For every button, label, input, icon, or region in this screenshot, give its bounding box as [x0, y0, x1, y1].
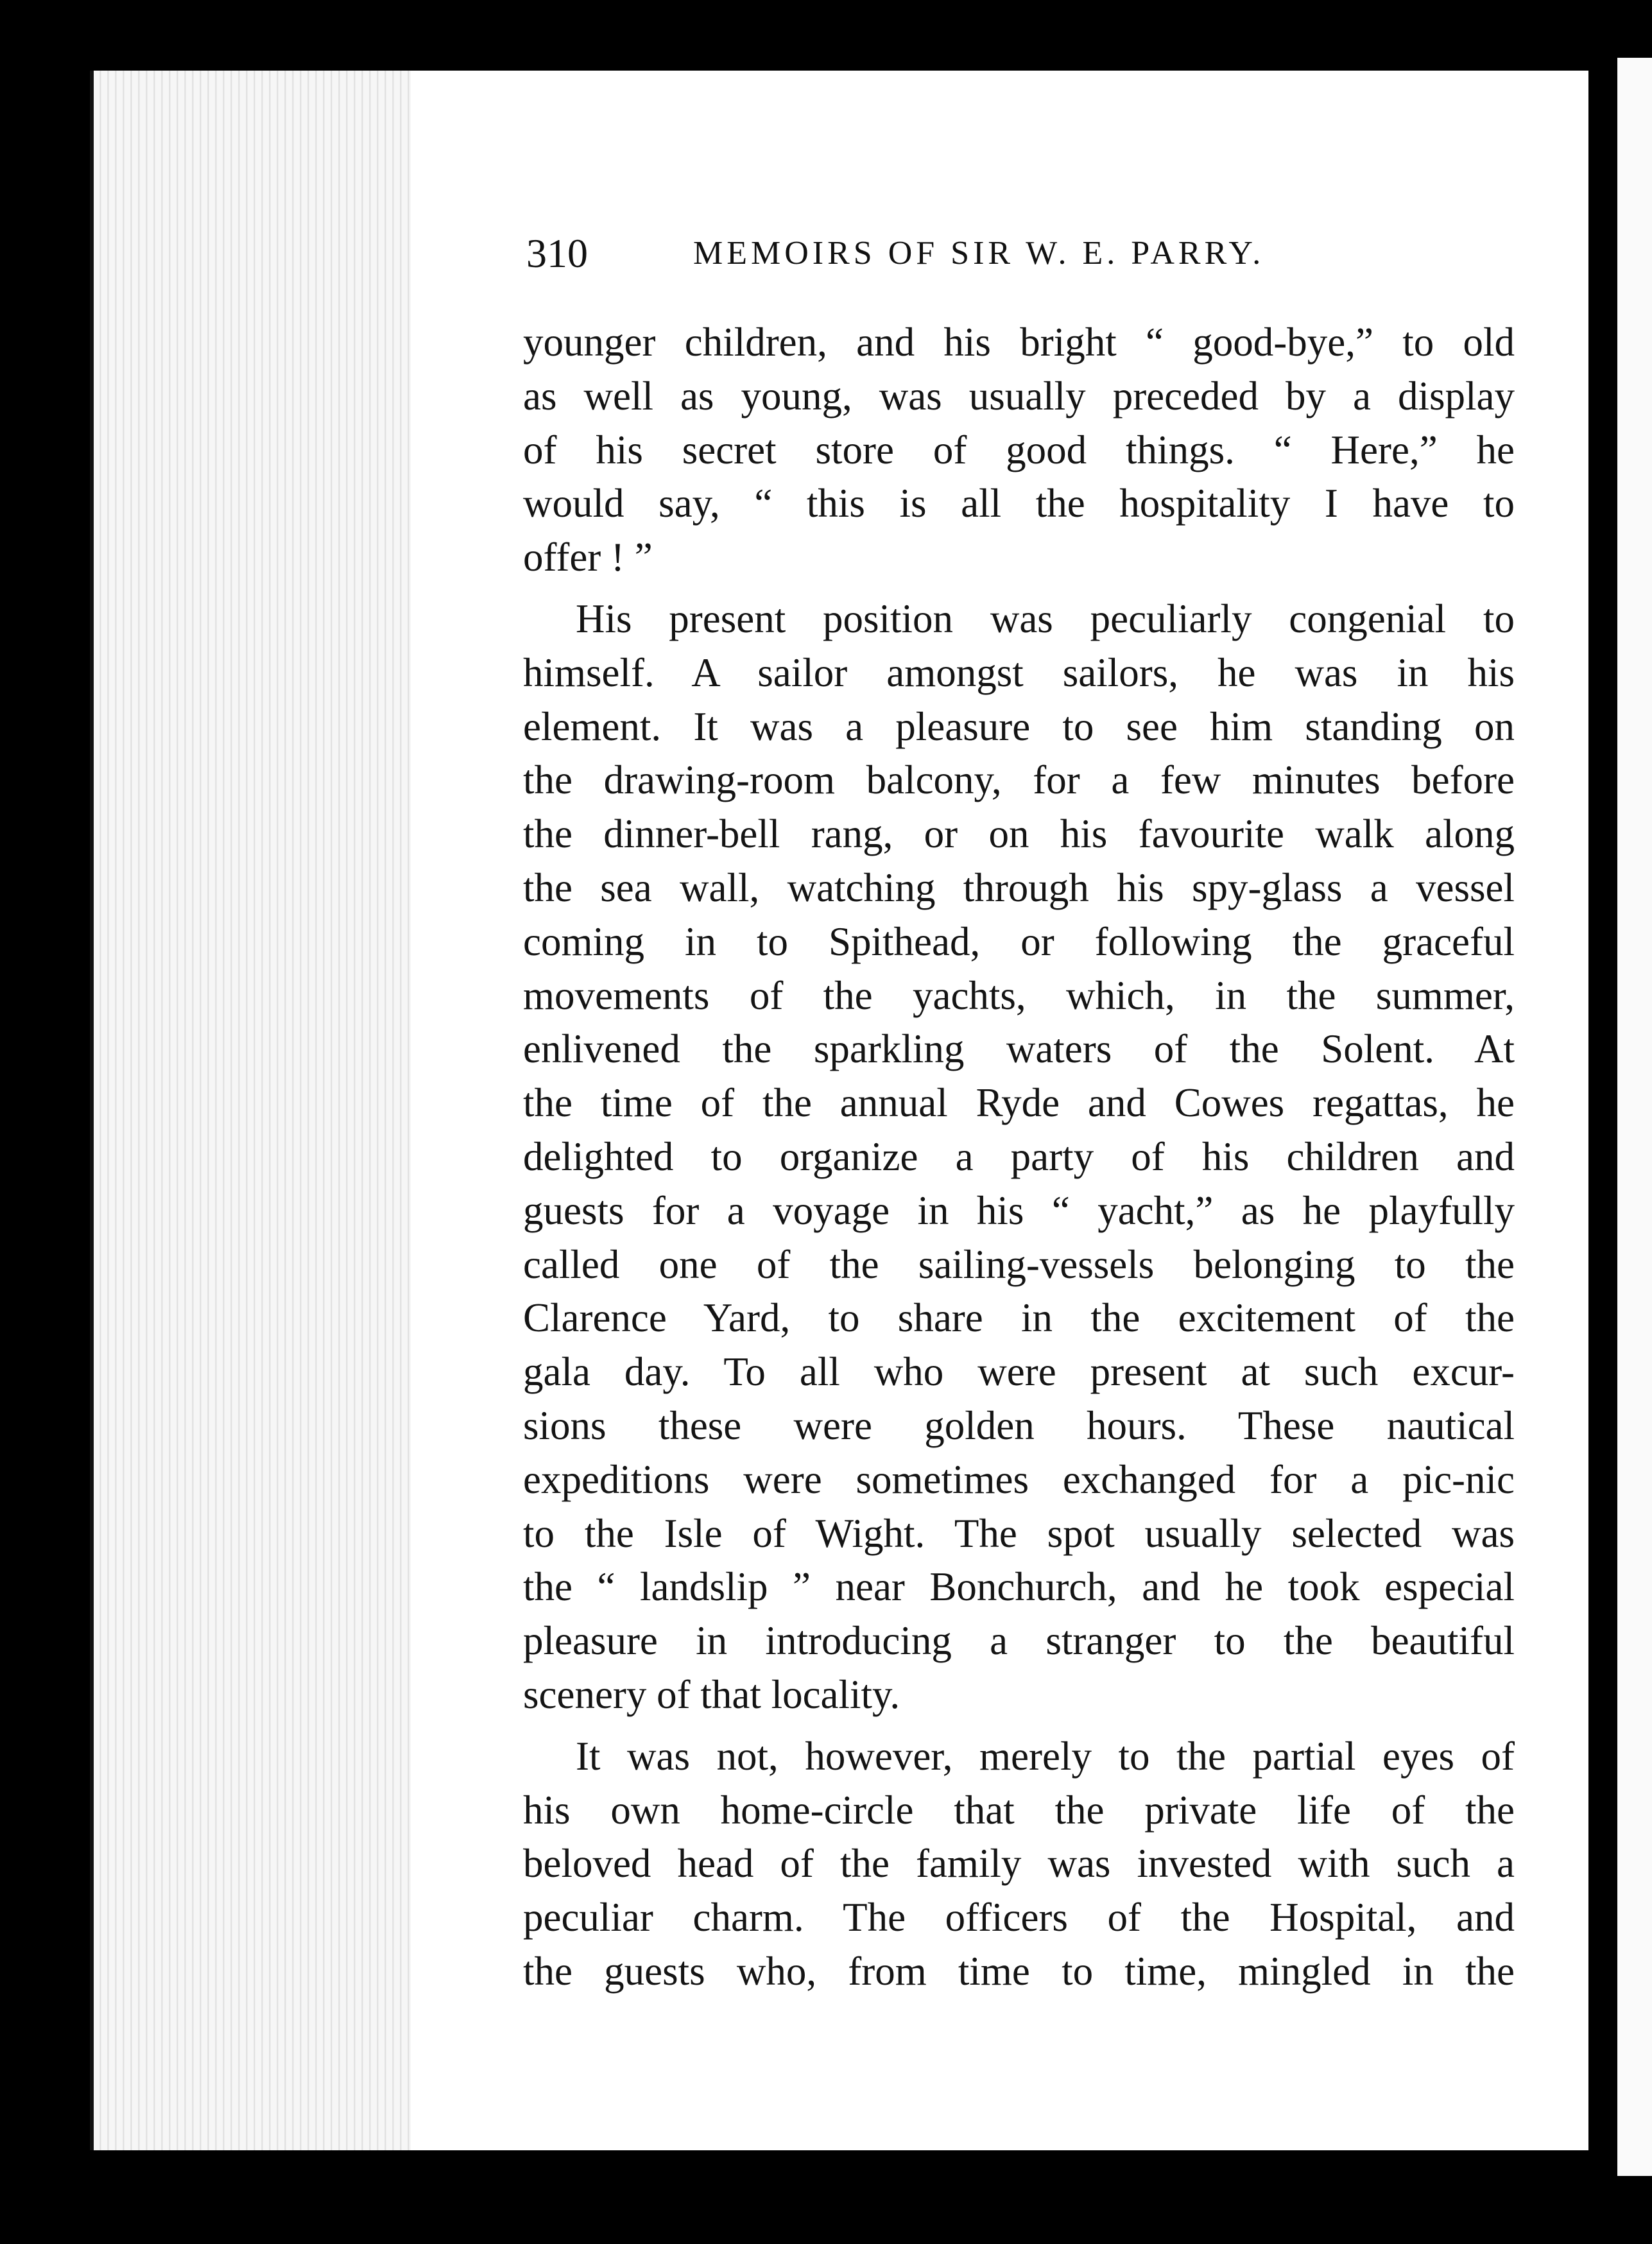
text-line: guests for a voyage in his “ yacht,” as he playfully — [523, 1187, 1515, 1233]
text-line: would say, “ this is all the hospitality I have to — [523, 481, 1515, 526]
text-line: coming in to Spithead, or following the graceful — [523, 919, 1515, 964]
text-line: element. It was a pleasure to see him standing on — [523, 703, 1515, 749]
text-line: offer ! ” — [523, 535, 653, 580]
running-title: MEMOIRS OF SIR W. E. PARRY. — [693, 235, 1265, 272]
paragraph — [523, 316, 1515, 585]
text-line: Clarence Yard, to share in the excitement of the — [523, 1295, 1515, 1341]
page-block-edge — [90, 71, 415, 2150]
text-line: the “ landslip ” near Bonchurch, and he took especial — [523, 1564, 1515, 1610]
text-line: scenery of that locality. — [523, 1671, 900, 1717]
text-line: the time of the annual Ryde and Cowes regattas, he — [523, 1080, 1515, 1126]
page-number: 310 — [526, 230, 588, 276]
text-line: of his secret store of good things. “ Here,” he — [523, 427, 1515, 472]
text-line: himself. A sailor amongst sailors, he was in his — [523, 650, 1515, 695]
paragraph — [523, 592, 1515, 1722]
page-header — [526, 225, 1502, 282]
text-line: as well as young, was usually preceded by a display — [523, 373, 1515, 419]
text-line: the dinner-bell rang, or on his favourite walk along — [523, 811, 1515, 857]
text-line: the sea wall, watching through his spy-glass a vessel — [523, 865, 1515, 910]
text-line: peculiar charm. The officers of the Hospital, and — [523, 1895, 1515, 1940]
text-line: It was not, however, merely to the partial eyes of — [576, 1733, 1515, 1779]
text-line: expeditions were sometimes exchanged for a pic-nic — [523, 1456, 1515, 1502]
text-line: sions these were golden hours. These nautical — [523, 1402, 1515, 1448]
text-line: pleasure in introducing a stranger to the beautiful — [523, 1618, 1515, 1664]
paragraph — [523, 1730, 1515, 1999]
text-line: to the Isle of Wight. The spot usually selected was — [523, 1510, 1515, 1556]
text-line: the guests who, from time to time, mingled in the — [523, 1948, 1515, 1994]
text-line: enlivened the sparkling waters of the Solent. At — [523, 1026, 1515, 1072]
body-text — [523, 316, 1515, 1999]
text-line: called one of the sailing-vessels belonging to the — [523, 1241, 1515, 1287]
text-line: movements of the yachts, which, in the summer, — [523, 972, 1515, 1018]
text-line: His present position was peculiarly congenial to — [576, 596, 1515, 641]
text-line: beloved head of the family was invested with such a — [523, 1841, 1515, 1886]
text-line: the drawing-room balcony, for a few minutes before — [523, 757, 1515, 803]
text-line: gala day. To all who were present at such excur- — [523, 1349, 1515, 1395]
text-line: younger children, and his bright “ good-bye,” to old — [523, 320, 1515, 365]
text-line: delighted to organize a party of his children and — [523, 1134, 1515, 1179]
facing-page-edge — [1617, 58, 1652, 2176]
text-line: his own home-circle that the private life of the — [523, 1787, 1515, 1833]
